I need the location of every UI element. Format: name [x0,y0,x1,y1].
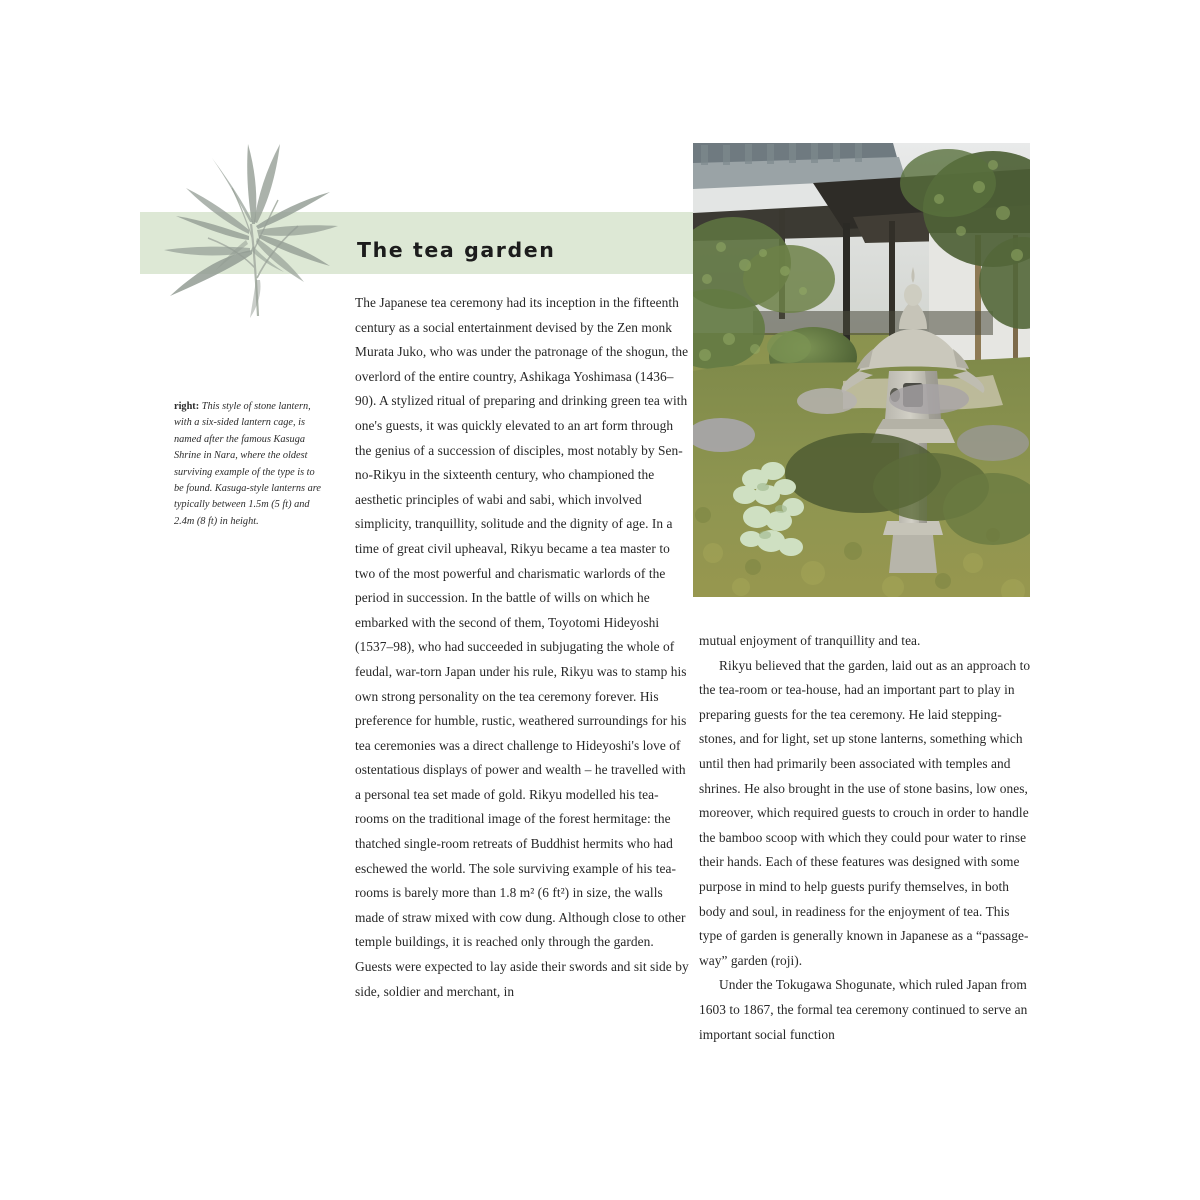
bamboo-leaves-illustration [150,128,365,318]
japanese-tea-garden-photograph [693,143,1030,597]
page-title: The tea garden [357,237,556,262]
caption-lead-in: right: [174,401,200,412]
body-column-left [355,291,689,1004]
paragraph: mutual enjoyment of tranquillity and tea. [699,633,921,648]
body-column-right [699,629,1033,1047]
paragraph: Rikyu believed that the garden, laid out as an approach to the tea-room or tea-house, had an important part to play in preparing guests for the tea ceremony. He laid stepping-stones, and for light, set up stone lanterns, something which until then had primarily been associated with temples and shrines. He also brought in the use of stone basins, low ones, moreover, which required guests to crouch in order to handle the bamboo scoop with which they could pour water to rinse their hands. Each of these features was designed with some purpose in mind to help guests purify themselves, in both body and soul, in readiness for the enjoyment of tea. This type of garden is generally known in Japanese as a “passage-way” garden (roji). [699,657,1031,968]
paragraph: The Japanese tea ceremony had its inception in the fifteenth century as a social entertainment devised by the Zen monk Murata Juko, who was under the patronage of the shogun, the overlord of the entire country, Ashikaga Yoshimasa (1436–90). A stylized ritual of preparing and drinking green tea with one's guests, it was quickly elevated to an art form through the genius of a succession of disciples, most notably by Sen-no-Rikyu in the sixteenth century, who championed the aesthetic principles of wabi and sabi, which involved simplicity, tranquillity, solitude and the dignity of age. In a time of great civil upheaval, Rikyu became a tea master to two of the most powerful and charismatic warlords of the period in succession. In the battle of wills on which he embarked with the second of them, Toyotomi Hideyoshi (1537–98), who had succeeded in subjugating the whole of feudal, war-torn Japan under his rule, Rikyu was to stamp his own strong personality on the tea ceremony forever. His preference for humble, rustic, weathered surroundings for his tea ceremonies was a direct challenge to Hideyoshi's love of ostentatious displays of power and wealth – he travelled with a personal tea set made of gold. Rikyu modelled his tea-rooms on the traditional image of the forest hermitage: the thatched single-room retreats of Buddhist hermits who had eschewed the world. The sole surviving example of his tea-rooms is barely more than 1.8 m² (6 ft²) in size, the walls made of straw mixed with cow dung. Although close to other temple buildings, it is reached only through the garden. Guests were expected to lay aside their swords and sit side by side, soldier and merchant, in [355,295,689,999]
paragraph: Under the Tokugawa Shogunate, which ruled Japan from 1603 to 1867, the formal tea ceremony continued to serve an important social function [699,977,1028,1042]
caption-text: This style of stone lantern, with a six-sided lantern cage, is named after the famous Kasuga Shrine in Nara, where the oldest surviving example of the type is to be found. Kasuga-style lanterns are typically between 1.5m (5 ft) and 2.4m (8 ft) in height. [174,401,321,527]
photo-caption [174,399,322,530]
